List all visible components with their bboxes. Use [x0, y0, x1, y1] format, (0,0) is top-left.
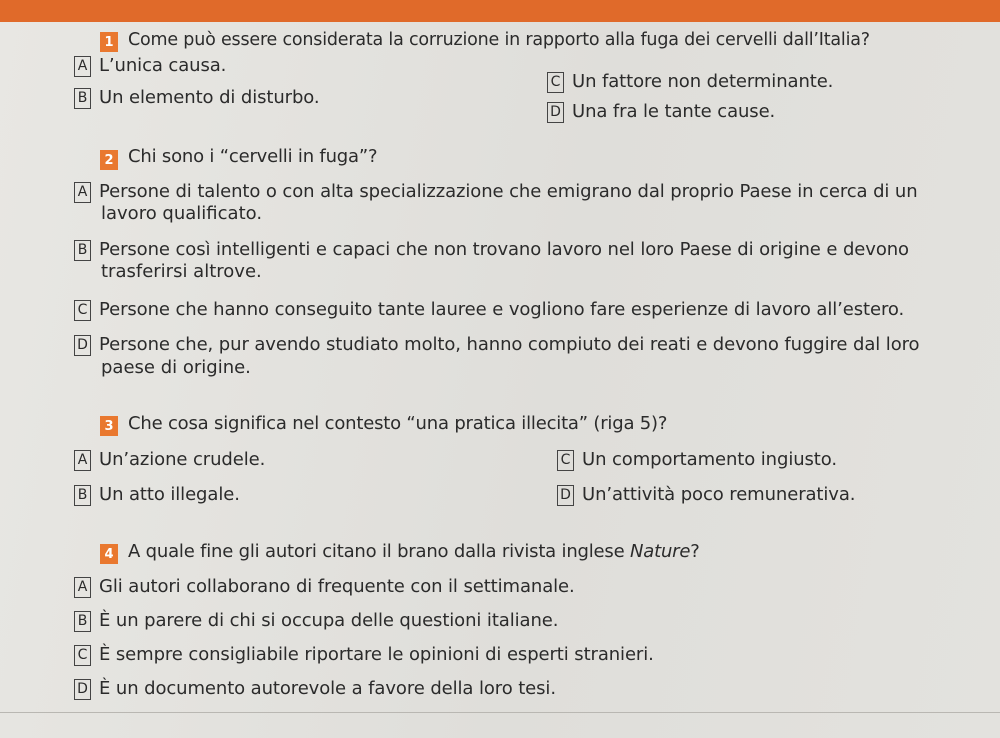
page-bottom-rule: [0, 712, 1000, 713]
q4-option-b[interactable]: [74, 610, 558, 632]
option-letter: B: [74, 611, 91, 632]
option-letter: D: [557, 485, 574, 506]
q1-option-b[interactable]: [74, 87, 320, 109]
option-letter: C: [547, 72, 564, 93]
q4-option-d[interactable]: [74, 678, 556, 700]
q2-option-a[interactable]: [74, 181, 918, 203]
question-3-number: 3: [100, 416, 118, 436]
q3-option-c[interactable]: [557, 449, 837, 471]
question-4-number: 4: [100, 544, 118, 564]
question-4-text-main: A quale fine gli autori citano il brano dalla rivista inglese: [128, 541, 631, 562]
question-3-text: Che cosa significa nel contesto “una pratica illecita” (riga 5)?: [128, 413, 668, 434]
option-text: Persone che, pur avendo studiato molto, hanno compiuto dei reati e devono fuggire dal loro: [99, 334, 920, 355]
option-text: Persone che hanno conseguito tante lauree e vogliono fare esperienze di lavoro all’estero.: [99, 299, 905, 320]
option-text: Un comportamento ingiusto.: [582, 449, 837, 470]
option-text: Un elemento di disturbo.: [99, 87, 320, 108]
q2-option-d[interactable]: [74, 334, 919, 356]
option-text: È un documento autorevole a favore della loro tesi.: [99, 678, 556, 699]
option-letter: A: [74, 577, 91, 598]
question-2-number: 2: [100, 150, 118, 170]
option-letter: B: [74, 485, 91, 506]
q3-option-a[interactable]: [74, 449, 265, 471]
option-text: Persone di talento o con alta specializzazione che emigrano dal proprio Paese in cerca di un: [99, 181, 918, 202]
option-letter: B: [74, 240, 91, 261]
option-letter: D: [74, 335, 91, 356]
q2-option-b-continuation: trasferirsi altrove.: [101, 261, 262, 282]
q1-option-c[interactable]: [547, 71, 833, 93]
option-letter: D: [74, 679, 91, 700]
question-2-text: Chi sono i “cervelli in fuga”?: [128, 146, 378, 167]
option-letter: A: [74, 56, 91, 77]
question-4-text: [128, 541, 700, 562]
top-color-band: [0, 0, 1000, 22]
question-1-text: Come può essere considerata la corruzione in rapporto alla fuga dei cervelli dall’Italia?: [128, 30, 870, 50]
question-1-number: 1: [100, 32, 118, 52]
option-letter: C: [557, 450, 574, 471]
option-letter: C: [74, 645, 91, 666]
q3-option-d[interactable]: [557, 484, 855, 506]
option-text: Gli autori collaborano di frequente con il settimanale.: [99, 576, 575, 597]
option-text: Una fra le tante cause.: [572, 101, 776, 122]
option-text: È sempre consigliabile riportare le opinioni di esperti stranieri.: [99, 644, 654, 665]
q2-option-d-continuation: paese di origine.: [101, 357, 251, 378]
option-text: Un’azione crudele.: [99, 449, 266, 470]
q2-option-b[interactable]: [74, 239, 909, 261]
option-letter: A: [74, 182, 91, 203]
option-letter: A: [74, 450, 91, 471]
q1-option-d[interactable]: [547, 101, 775, 123]
option-text: Persone così intelligenti e capaci che non trovano lavoro nel loro Paese di origine e devono: [99, 239, 909, 260]
q3-option-b[interactable]: [74, 484, 240, 506]
q2-option-a-continuation: lavoro qualificato.: [101, 203, 263, 224]
q4-option-c[interactable]: [74, 644, 654, 666]
q1-option-a[interactable]: [74, 55, 226, 77]
q2-option-c[interactable]: [74, 299, 904, 321]
option-text: È un parere di chi si occupa delle questioni italiane.: [99, 610, 559, 631]
option-text: Un fattore non determinante.: [572, 71, 834, 92]
option-letter: B: [74, 88, 91, 109]
question-4-text-italic: Nature: [630, 541, 691, 562]
q4-option-a[interactable]: [74, 576, 575, 598]
question-4-text-end: ?: [690, 541, 700, 562]
option-text: Un’attività poco remunerativa.: [582, 484, 856, 505]
option-text: Un atto illegale.: [99, 484, 240, 505]
option-letter: C: [74, 300, 91, 321]
option-text: L’unica causa.: [99, 55, 227, 76]
option-letter: D: [547, 102, 564, 123]
